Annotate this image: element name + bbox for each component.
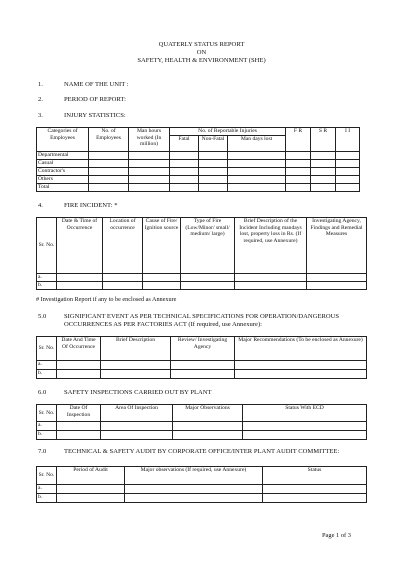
- col-date-inspection: Date Of Inspection: [57, 405, 101, 422]
- row-label: a.: [37, 485, 57, 494]
- row-label: a.: [37, 422, 57, 431]
- row-label: b.: [37, 282, 57, 290]
- item-2-number: 2.: [38, 96, 43, 103]
- col-period-audit: Period of Audit: [57, 467, 125, 485]
- col-date-time: Date & Time of Occurrence: [57, 218, 103, 274]
- table-row: [37, 494, 367, 503]
- col-number-employees: No. of Employees: [89, 128, 129, 152]
- report-subtitle: SAFETY, HEALTH & ENVIRONMENT (SHE): [137, 57, 266, 64]
- row-label: Others: [37, 176, 89, 184]
- row-label: Total: [37, 184, 89, 192]
- section-6-title: SAFETY INSPECTIONS CARRIED OUT BY PLANT: [64, 389, 212, 396]
- row-label: a.: [37, 361, 57, 370]
- col-ii: I I: [336, 128, 360, 152]
- col-fatal: Fatal: [170, 136, 199, 152]
- section-6-number: 6.0: [38, 389, 47, 396]
- table-row: [37, 274, 367, 282]
- report-title: QUATERLY STATUS REPORT: [158, 41, 245, 48]
- row-label: b.: [37, 494, 57, 503]
- row-label: b.: [37, 431, 57, 440]
- row-label: a.: [37, 274, 57, 282]
- col-sr: S R: [311, 128, 336, 152]
- injury-statistics-table: [36, 127, 360, 192]
- period-label: PERIOD OF REPORT:: [64, 96, 126, 103]
- col-sr-no: Sr. No.: [37, 337, 57, 361]
- table-row: [37, 422, 367, 431]
- col-investigating-agency: Investigating Agency, Findings and Remedial Measures: [307, 218, 367, 274]
- page-number: Page 1 of 3: [322, 532, 351, 539]
- row-label: Casual: [37, 160, 89, 168]
- col-sr-no: Sr. No.: [37, 467, 57, 485]
- table-row: [37, 370, 367, 379]
- table-row: [37, 361, 367, 370]
- row-label: Departmental: [37, 152, 89, 160]
- significant-event-table: [36, 336, 367, 379]
- col-status: Status: [263, 467, 367, 485]
- item-4-number: 4.: [38, 202, 43, 209]
- col-cause: Cause of Fire/ Ignition source: [143, 218, 181, 274]
- investigation-note: # Investigation Report if any to be enclosed as Annexure: [36, 296, 177, 303]
- col-sr-no: Sr. No.: [37, 405, 57, 422]
- col-major-observations: Major Observations: [173, 405, 243, 422]
- row-label: Contractor's: [37, 168, 89, 176]
- row-label: b.: [37, 370, 57, 379]
- fire-incident-label: FIRE INCIDENT: *: [64, 202, 118, 209]
- col-date-time: Date And Time Of Occurrence: [57, 337, 101, 361]
- table-row: [37, 282, 367, 290]
- col-area-inspection: Area Of Inspection: [101, 405, 173, 422]
- table-row: [37, 485, 367, 494]
- section-5-title-line1: SIGNIFICANT EVENT AS PER TECHNICAL SPECIFICATIONS FOR OPERATION/DANGEROUS: [64, 313, 340, 320]
- col-fr: F R: [286, 128, 311, 152]
- col-brief-description: Brief Description of the Incident Including mandays lost, property loss in Rs. (If required, use Annexure): [235, 218, 307, 274]
- col-non-fatal: Non-Fatal: [199, 136, 228, 152]
- section-5-title-line2: OCCURRENCES AS PER FACTORIES ACT (If required, use Annexure):: [64, 321, 262, 328]
- col-sr-no: Sr. No.: [37, 218, 57, 274]
- col-major-observations: Major observations (If required, use Annexure): [125, 467, 263, 485]
- col-status-ecd: Status With ECD: [243, 405, 367, 422]
- col-man-hours: Man hours worked (In million): [129, 128, 170, 152]
- item-3-number: 3.: [38, 112, 43, 119]
- table-row: [37, 152, 360, 160]
- col-location: Location of occurrence: [103, 218, 143, 274]
- safety-inspections-table: [36, 404, 367, 440]
- col-reportable-injuries: No. of Reportable Injuries: [170, 128, 286, 136]
- table-row: [37, 176, 360, 184]
- report-title-on: ON: [196, 49, 207, 56]
- section-5-number: 5.0: [38, 313, 47, 320]
- injury-statistics-label: INJURY STATISTICS:: [64, 112, 126, 119]
- table-row: [37, 431, 367, 440]
- col-man-days-lost: Man days lost: [228, 136, 286, 152]
- technical-audit-table: [36, 466, 367, 503]
- table-row: [37, 160, 360, 168]
- col-fire-type: Type of Fire (Low/Minor/ small/ medium/ large): [181, 218, 235, 274]
- table-row: [37, 184, 360, 192]
- col-major-recommendations: Major Recommendations (To be enclosed as Annexure): [235, 337, 367, 361]
- col-categories: Categories of Employees: [37, 128, 89, 152]
- col-review-agency: Review/ Investigating Agency: [171, 337, 235, 361]
- unit-name-label: NAME OF THE UNIT :: [64, 81, 129, 88]
- section-7-number: 7.0: [38, 448, 47, 455]
- col-brief-description: Brief Description: [101, 337, 171, 361]
- item-1-number: 1.: [38, 81, 43, 88]
- section-7-title: TECHNICAL & SAFETY AUDIT BY CORPORATE OFFICE/INTER PLANT AUDIT COMMITTEE:: [64, 448, 340, 455]
- fire-incident-table: [36, 217, 367, 290]
- table-row: [37, 168, 360, 176]
